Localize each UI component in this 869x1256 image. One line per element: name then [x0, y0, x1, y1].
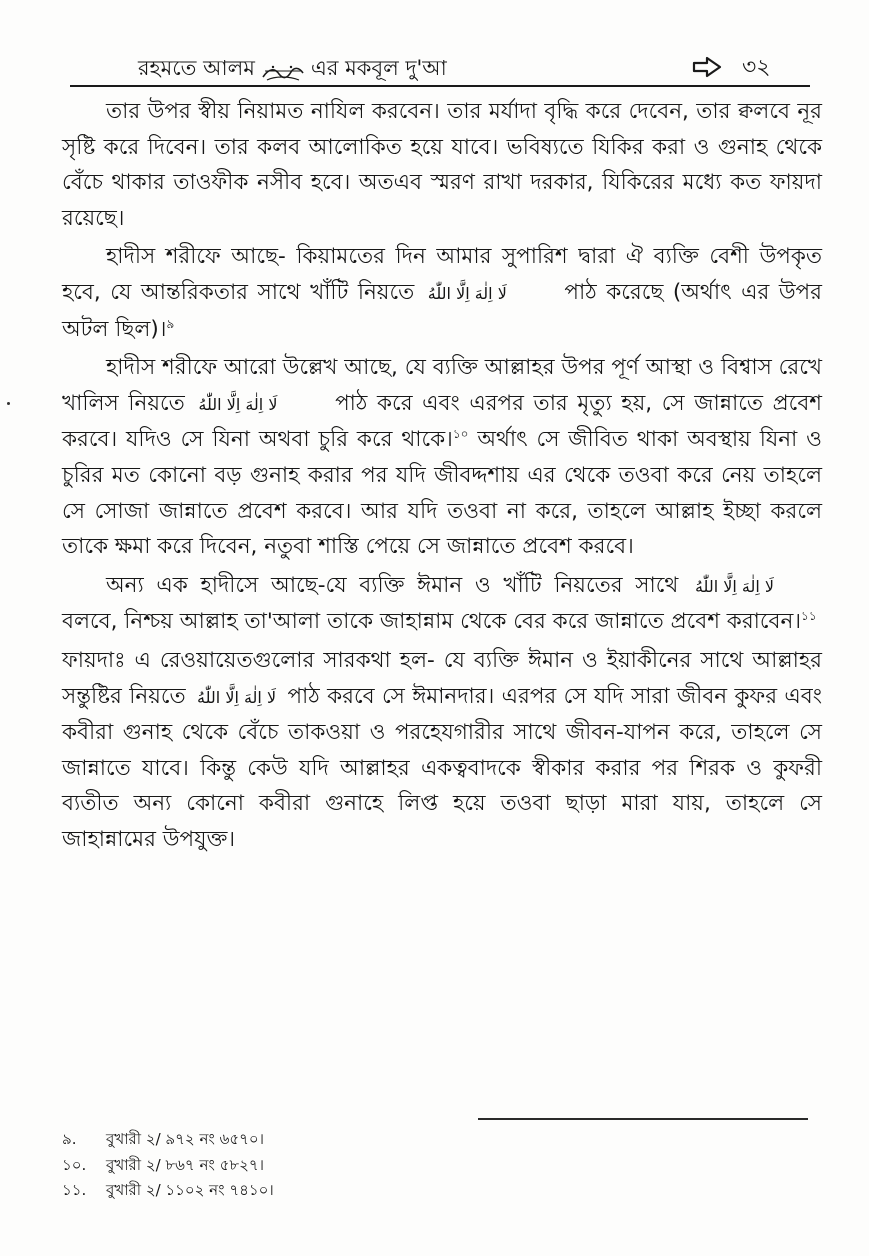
footnote-item [62, 1127, 274, 1153]
right-arrow-outline-icon [692, 56, 722, 78]
paragraph-text: অর্থাৎ সে জীবিত থাকা অবস্থায় যিনা ও চুরির মত কোনো বড় গুনাহ করার পর যদি জীবদ্দশায় এর থেকে তওবা করে নেয় তাহলে সে সোজা জান্নাতে প্রবেশ করবে। আর যদি তওবা না করে, তাহলে আল্লাহ ইচ্ছা করলে তাকে ক্ষমা করে দিবেন, নতুবা শাস্তি পেয়ে সে জান্নাতে প্রবেশ করবে। [62, 427, 822, 560]
kalima-arabic: لَا اِلٰهَ اِلَّا اللّٰهُ [198, 394, 278, 414]
paragraph-text: বলবে, নিশ্চয় আল্লাহ তা'আলা তাকে জাহান্নাম থেকে বের করে জান্নাতে প্রবেশ করাবেন। [62, 609, 802, 635]
margin-speck [7, 402, 10, 405]
kalima-arabic: لَا اِلٰهَ اِلَّا اللّٰهُ [427, 283, 507, 303]
footnote-reference[interactable]: ১১ [801, 609, 817, 624]
running-header [70, 52, 810, 88]
paragraph-text: পাঠ করেছে (অর্থাৎ এর উপর অটল ছিল)। [62, 279, 822, 342]
footnote-divider [478, 1118, 808, 1120]
footnote-reference[interactable]: ৯ [166, 316, 175, 331]
paragraph-text: হাদীস শরীফে আছে- কিয়ামতের দিন আমার সুপারিশ দ্বারা ঐ ব্যক্তি বেশী উপকৃত হবে, যে আন্তরিকতার সাথে খাঁটি নিয়তে [62, 244, 822, 305]
footnote-item [62, 1178, 274, 1204]
footnote-reference[interactable]: ১০ [452, 427, 469, 442]
running-header-title [138, 52, 447, 84]
paragraph-text: হাদীস শরীফে আরো উল্লেখ আছে, যে ব্যক্তি আল্লাহর উপর পূর্ণ আস্থা ও বিশ্বাস রেখে খালিস নিয়তে [62, 355, 822, 416]
footnote-number: ৯. [62, 1130, 77, 1148]
paragraph-text: পাঠ করে এবং এরপর তার মৃত্যু হয়, সে জান্নাতে প্রবেশ করবে। যদিও সে যিনা অথবা চুরি করে থাকে। [62, 390, 823, 453]
footnote-text: বুখারী ২/ ১১০২ নং ৭৪১০। [106, 1181, 274, 1199]
paragraph-text: পাঠ করবে সে ঈমানদার। এরপর সে যদি সারা জীবন কুফর এবং কবীরা গুনাহ থেকে বেঁচে তাকওয়া ও পরহেযগারীর সাথে জীবন-যাপন করে, তাহলে সে জান্নাতে যাবে। কিন্তু কেউ যদি আল্লাহর একত্ববাদকে স্বীকার করার পর শিরক ও কুফরী ব্যতীত অন্য কোনো কবীরা গুনাহে লিপ্ত হয়ে তওবা ছাড়া মারা যায়, তাহলে সে জাহান্নামের উপযুক্ত। [62, 683, 822, 852]
footnote-item [62, 1153, 274, 1179]
kalima-arabic: لَا اِلٰهَ اِلَّا اللّٰهُ [197, 687, 277, 707]
paragraph-4 [62, 568, 822, 640]
paragraph-2 [62, 239, 822, 347]
paragraph-text: ফায়দাঃ এ রেওয়ায়েতগুলোর সারকথা হল- যে ব্যক্তি ঈমান ও ইয়াকীনের সাথে আল্লাহর সন্তুষ্টির নিয়তে [62, 647, 822, 709]
footnote-number: ১০. [62, 1155, 87, 1174]
header-title-part1: রহমতে আলম [138, 56, 255, 80]
body-text [62, 94, 822, 860]
paragraph-1 [62, 94, 822, 236]
paragraph-text: তার উপর স্বীয় নিয়ামত নাযিল করবেন। তার মর্যাদা বৃদ্ধি করে দেবেন, তার ক্বলবে নূর সৃষ্টি করে দিবেন। তার কলব আলোকিত হয়ে যাবে। ভবিষ্যতে যিকির করা ও গুনাহ থেকে বেঁচে থাকার তাওফীক নসীব হবে। অতএব স্মরণ রাখা দরকার, যিকিরের মধ্যে কত ফায়দা রয়েছে। [62, 99, 822, 231]
page-number: ৩২ [742, 55, 771, 80]
header-title-part2: এর মকবূল দু'আ [310, 56, 447, 80]
footnote-text: বুখারী ২/ ৮৬৭ নং ৫৮২৭। [106, 1155, 264, 1174]
footnote-number: ১১. [62, 1181, 87, 1199]
salawat-calligraphy-icon [261, 59, 305, 77]
footnote-text: বুখারী ২/ ৯৭২ নং ৬৫৭০। [106, 1130, 264, 1148]
header-divider [70, 85, 810, 87]
paragraph-3 [62, 350, 822, 565]
paragraph-text: অন্য এক হাদীসে আছে-যে ব্যক্তি ঈমান ও খাঁটি নিয়তের সাথে [106, 572, 679, 598]
kalima-arabic: لَا اِلٰهَ اِلَّا اللّٰهُ [694, 576, 774, 596]
footnotes [62, 1127, 274, 1204]
paragraph-5 [62, 643, 822, 858]
